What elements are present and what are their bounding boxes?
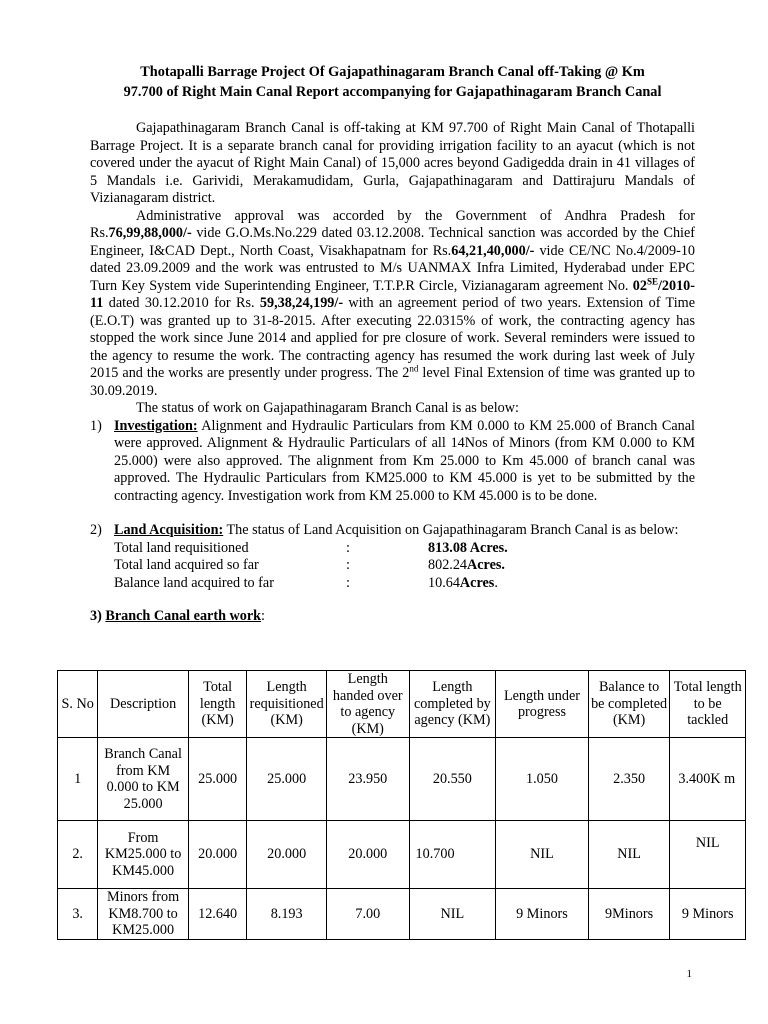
agreement-number-sup: SE (646, 275, 658, 286)
land-separator: : (346, 539, 350, 556)
table-row (58, 889, 746, 940)
admin-approval-amount: 76,99,88,000/- (108, 225, 192, 241)
land-row (114, 540, 695, 558)
table-header-row (58, 671, 746, 738)
header-cell: Length under progress (496, 671, 589, 738)
table-cell: 9 Minors (496, 889, 589, 940)
table-row (58, 821, 746, 889)
header-cell: Length handed over to agency (KM) (326, 671, 409, 738)
section-heading: Investigation: (114, 417, 198, 434)
table-cell: 9Minors (588, 889, 670, 940)
table-cell: NIL (588, 821, 670, 889)
approval-text-4: dated 30.12.2010 for Rs. (103, 295, 260, 311)
section-text: The status of Land Acquisition on Gajapathinagaram Branch Canal is as below: (223, 522, 679, 538)
section-land-acquisition (90, 522, 695, 540)
table-cell: 9 Minors (670, 889, 746, 940)
land-separator: : (346, 574, 350, 591)
page-number: 1 (686, 968, 692, 980)
approval-paragraph (90, 208, 695, 401)
table-cell: 2.350 (588, 738, 670, 821)
table-cell: 1.050 (496, 738, 589, 821)
title-line-1: Thotapalli Barrage Project Of Gajapathinagaram Branch Canal off-Taking @ Km (140, 64, 645, 80)
table-cell: 2. (58, 821, 98, 889)
table-cell: 8.193 (247, 889, 327, 940)
table-cell: Branch Canal from KM 0.000 to KM 25.000 (98, 738, 189, 821)
status-intro: The status of work on Gajapathinagaram Branch Canal is as below: (136, 400, 519, 416)
agreement-number-a: 02 (632, 277, 647, 294)
section-colon: : (261, 608, 265, 624)
table-cell: NIL (409, 889, 496, 940)
table-cell: 23.950 (326, 738, 409, 821)
technical-sanction-amount: 64,21,40,000/- (451, 242, 535, 259)
header-cell: Length requisitioned (KM) (247, 671, 327, 738)
land-tail: . (494, 574, 498, 591)
table-cell: 25.000 (247, 738, 327, 821)
ordinal-suffix: nd (409, 363, 419, 374)
table-cell: 1 (58, 738, 98, 821)
approval-text-3: vide CE/NC No.4/2009-10 dated 23.09.2009 and the work was entrusted to M/s UANMAX Infra Limited, Hyderabad under EPC Turn Key System vide Superintending Engineer, T.T.P.R Circle, Vizianagaram agreement No. (90, 242, 696, 294)
land-label: Balance land acquired to far (114, 574, 274, 591)
section-number: 3) (90, 608, 102, 624)
section-earth-work (90, 608, 695, 626)
section-number: 1) (90, 417, 102, 434)
approval-text-2: vide G.O.Ms.No.229 dated 03.12.2008. Technical sanction was accorded by the Chief Engineer, I&CAD Dept., North Coast, Visakhapatnam for Rs. (90, 225, 695, 259)
table-row (58, 738, 746, 821)
land-label: Total land requisitioned (114, 539, 249, 556)
table-cell: 20.000 (326, 821, 409, 889)
section-text: Alignment and Hydraulic Particulars from KM 0.000 to KM 25.000 of Branch Canal were approved. Alignment & Hydraulic Particulars of all 14Nos of Minors (from KM 0.000 to KM 25.000) were also approved. The alignment from Km 25.000 to Km 45.000 of branch canal was approved. The Hydraulic Particulars from KM25.000 to KM 45.000 is yet to be submitted by the contracting agency. Investigation work from KM 25.000 to KM 45.000 is to be done. (114, 417, 695, 504)
header-cell: Length completed by agency (KM) (409, 671, 496, 738)
section-heading: Land Acquisition: (114, 522, 224, 538)
table-cell: 10.700 (409, 821, 496, 889)
table-cell: NIL (670, 821, 746, 889)
land-value: 10.64 (428, 574, 460, 591)
land-row (114, 557, 695, 575)
header-cell: Total length (KM) (188, 671, 246, 738)
section-heading: Branch Canal earth work (105, 608, 262, 624)
earth-work-table (57, 670, 746, 940)
approval-text-1: Administrative approval was accorded by the Government of Andhra Pradesh for Rs. (90, 207, 695, 241)
land-status-list (114, 540, 695, 593)
land-row (114, 575, 695, 593)
table-cell: 3.400K m (670, 738, 746, 821)
land-unit: Acres (459, 574, 495, 591)
table-cell: 7.00 (326, 889, 409, 940)
table-cell: 20.000 (247, 821, 327, 889)
intro-paragraph: Gajapathinagaram Branch Canal is off-taking at KM 97.700 of Right Main Canal of Thotapalli Barrage Project. It is a separate branch canal for providing irrigation facility to an ayacut (which is not covered under the ayacut of Right Main Canal) of 15,000 acres beyond Gadigedda drain in 41 villages of 5 Mandals i.e. Garividi, Merakamudidam, Gurla, Gajapathinagaram and Dattirajuru Mandals of Vizianagaram district. (90, 120, 695, 206)
table-cell: Minors from KM8.700 to KM25.000 (98, 889, 189, 940)
land-value: 813.08 Acres. (428, 539, 508, 556)
table-cell: From KM25.000 to KM45.000 (98, 821, 189, 889)
section-investigation (90, 418, 695, 506)
table-cell: 20.550 (409, 738, 496, 821)
table-cell: NIL (496, 821, 589, 889)
document-page (90, 62, 695, 626)
agreement-number-b: /2010-11 (90, 277, 695, 311)
table-cell: 25.000 (188, 738, 246, 821)
approval-text-6: level Final Extension of time was granted up to 30.09.2019. (90, 365, 696, 399)
table-cell: 3. (58, 889, 98, 940)
table-cell: 20.000 (188, 821, 246, 889)
approval-text-5: with an agreement period of two years. Extension of Time (E.O.T) was granted up to 31-8-2015. After executing 22.0315% of work, the contracting agency has stopped the work since June 2014 and applied for pre closure of work. Several reminders were issued to the agency to resume the work. The contracting agency has resumed the work during last week of July 2015 and the works are presently under progress. The 2 (90, 295, 695, 381)
header-cell: Description (98, 671, 189, 738)
title-line-2: 97.700 of Right Main Canal Report accompanying for Gajapathinagaram Branch Canal (123, 84, 662, 100)
header-cell: Balance to be completed (KM) (588, 671, 670, 738)
document-title (90, 62, 695, 102)
header-cell: Total length to be tackled (670, 671, 746, 738)
land-label: Total land acquired so far (114, 557, 259, 573)
table-cell: 12.640 (188, 889, 246, 940)
header-cell: S. No (58, 671, 98, 738)
land-separator: : (346, 557, 350, 573)
land-unit: Acres. (467, 557, 505, 573)
section-number: 2) (90, 522, 102, 538)
agreement-amount: 59,38,24,199/- (259, 295, 344, 311)
land-value: 802.24 (428, 557, 468, 573)
